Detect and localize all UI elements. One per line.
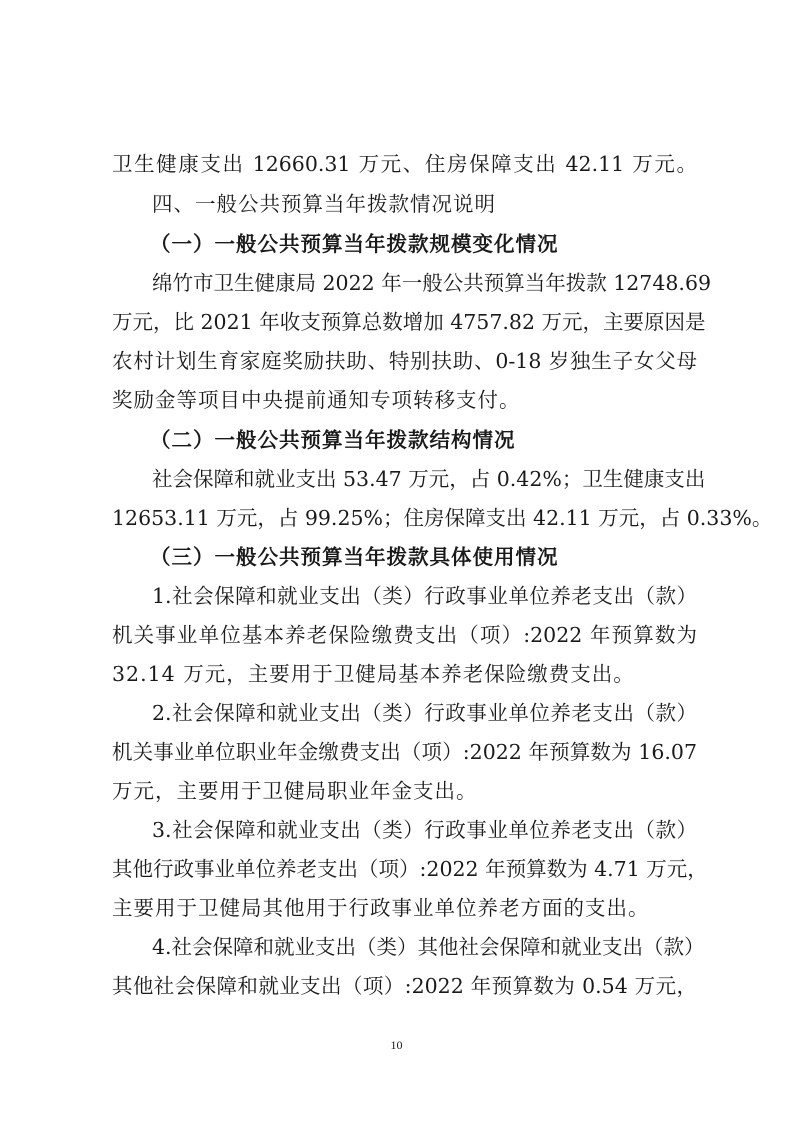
paragraph-line: 3.社会保障和就业支出（类）行政事业单位养老支出（款） xyxy=(152,818,697,842)
subsection-heading: （一）一般公共预算当年拨款规模变化情况 xyxy=(150,232,559,256)
paragraph-line: 奖励金等项目中央提前通知专项转移支付。 xyxy=(112,388,521,412)
paragraph-line: 机关事业单位基本养老保险缴费支出（项）:2022 年预算数为 xyxy=(112,623,697,647)
paragraph-line: 4.社会保障和就业支出（类）其他社会保障和就业支出（款） xyxy=(152,935,705,959)
paragraph-line: 2.社会保障和就业支出（类）行政事业单位养老支出（款） xyxy=(152,701,697,725)
paragraph-line: 主要用于卫健局其他用于行政事业单位养老方面的支出。 xyxy=(112,896,650,920)
paragraph-line: 农村计划生育家庭奖励扶助、特别扶助、0-18 岁独生子女父母 xyxy=(112,349,697,373)
paragraph-line: 万元，比 2021 年收支预算总数增加 4757.82 万元，主要原因是 xyxy=(112,310,706,334)
page-number: 10 xyxy=(390,1038,403,1052)
section-heading: 四、一般公共预算当年拨款情况说明 xyxy=(152,192,496,216)
paragraph-line: 12653.11 万元，占 99.25%；住房保障支出 42.11 万元，占 0.33%。 xyxy=(112,506,773,530)
subsection-heading: （三）一般公共预算当年拨款具体使用情况 xyxy=(150,545,559,569)
body-line: 卫生健康支出 12660.31 万元、住房保障支出 42.11 万元。 xyxy=(112,152,697,176)
paragraph-line: 社会保障和就业支出 53.47 万元，占 0.42%；卫生健康支出 xyxy=(152,467,706,491)
paragraph-line: 其他行政事业单位养老支出（项）:2022 年预算数为 4.71 万元， xyxy=(112,857,708,881)
paragraph-line: 万元，主要用于卫健局职业年金支出。 xyxy=(112,779,478,803)
subsection-heading: （二）一般公共预算当年拨款结构情况 xyxy=(150,428,516,452)
paragraph-line: 1.社会保障和就业支出（类）行政事业单位养老支出（款） xyxy=(152,584,697,608)
paragraph-line: 机关事业单位职业年金缴费支出（项）:2022 年预算数为 16.07 xyxy=(112,740,697,764)
paragraph-line: 32.14 万元，主要用于卫健局基本养老保险缴费支出。 xyxy=(112,662,635,686)
paragraph-line: 其他社会保障和就业支出（项）:2022 年预算数为 0.54 万元， xyxy=(112,974,697,998)
paragraph-line: 绵竹市卫生健康局 2022 年一般公共预算当年拨款 12748.69 xyxy=(152,271,712,295)
